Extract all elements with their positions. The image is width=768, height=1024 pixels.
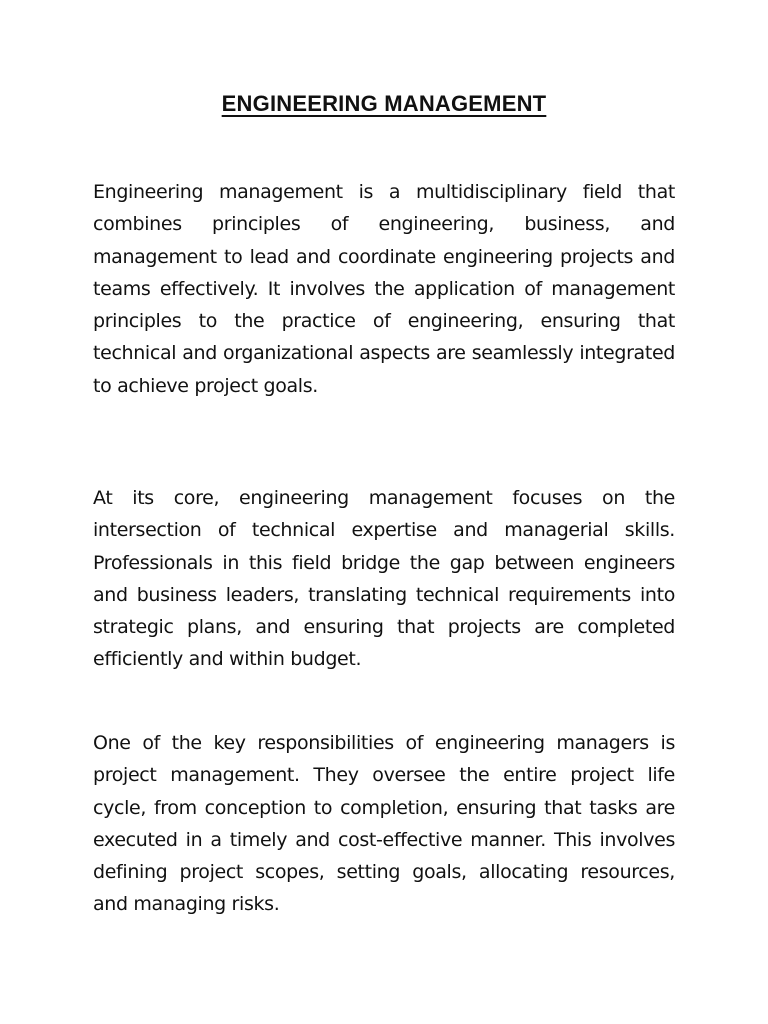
- paragraph-2: At its core, engineering management focuses on the intersection of technical expertise and managerial skills. Professionals in this field bridge the gap between engineers and business leaders, translating technical requirements into strategic plans, and ensuring that projects are completed efficiently and within budget.: [93, 487, 675, 671]
- paragraph-1: Engineering management is a multidisciplinary field that combines principles of engineering, business, and management to lead and coordinate engineering projects and teams effectively. It involves the application of management principles to the practice of engineering, ensuring that technical and organizational aspects are seamlessly integrated to achieve project goals.: [93, 181, 675, 397]
- document-title: ENGINEERING MANAGEMENT: [221, 91, 547, 116]
- paragraph-3: One of the key responsibilities of engineering managers is project management. They oversee the entire project life cycle, from conception to completion, ensuring that tasks are executed in a timely and cost-effective manner. This involves defining project scopes, setting goals, allocating resources, and managing risks.: [93, 732, 675, 916]
- document-title-container: [0, 88, 768, 120]
